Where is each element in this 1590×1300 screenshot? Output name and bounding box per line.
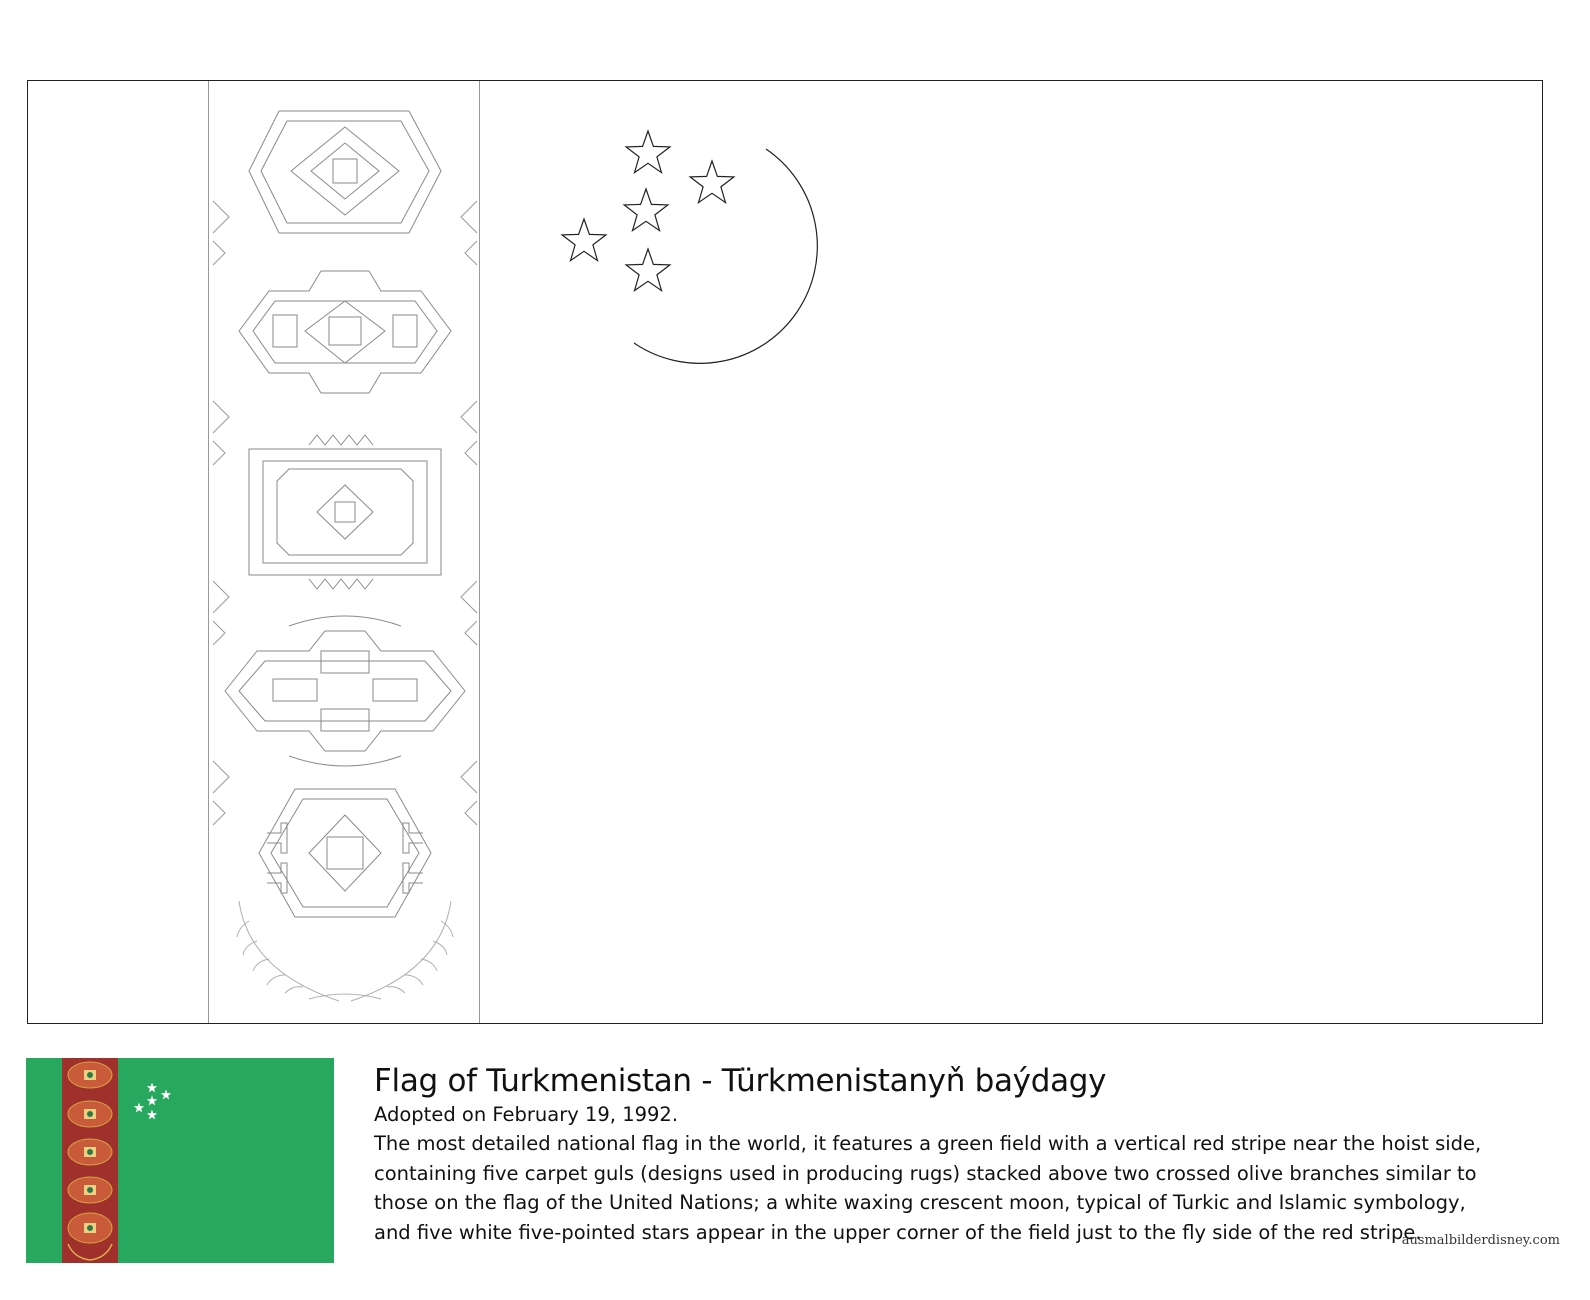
star-outline-icon-4 xyxy=(562,219,606,261)
star-icon-1 xyxy=(147,1083,157,1093)
star-icon-2 xyxy=(161,1090,171,1100)
star-outline-icon-3 xyxy=(624,189,668,231)
description-line: those on the flag of the United Nations; a white waxing crescent moon, typical of Turkic and Islamic symbology, xyxy=(374,1191,1466,1214)
crescent-outline-icon xyxy=(634,149,817,363)
star-outline-icon-5 xyxy=(626,249,670,291)
flag-description xyxy=(374,1129,1514,1247)
star-outline-icon-2 xyxy=(690,161,734,203)
star-icon-5 xyxy=(147,1110,157,1120)
star-icon-3 xyxy=(147,1096,157,1106)
description-line: containing five carpet guls (designs used in producing rugs) stacked above two crossed olive branches similar to xyxy=(374,1161,1477,1185)
star-outline-icon-1 xyxy=(626,131,670,173)
adoption-date: Adopted on February 19, 1992. xyxy=(374,1103,679,1126)
description-line: The most detailed national flag in the world, it features a green field with a vertical red stripe near the hoist side, xyxy=(374,1132,1482,1155)
watermark: ausmalbilderdisney.com xyxy=(1401,1233,1560,1248)
colored-flag-thumbnail xyxy=(26,1058,334,1263)
star-icon-4 xyxy=(134,1103,144,1113)
white-emblem xyxy=(26,1058,334,1263)
caption-title: Flag of Turkmenistan - Türkmenistanyň baýdagy xyxy=(374,1063,1107,1099)
emblem-outline xyxy=(28,81,1544,1025)
description-line: and five white five-pointed stars appear in the upper corner of the field just to the fly side of the red stripe. xyxy=(374,1220,1422,1244)
caption xyxy=(374,1062,1514,1247)
outline-flag xyxy=(27,80,1543,1024)
